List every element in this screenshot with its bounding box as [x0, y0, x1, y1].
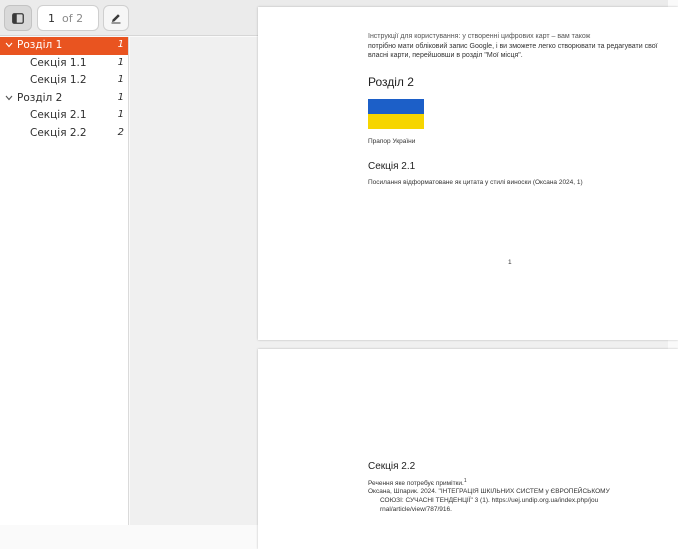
outline-item-page: 2	[117, 126, 124, 138]
flag-blue-stripe	[368, 99, 424, 114]
outline-item-rozdil-2[interactable]	[0, 90, 128, 108]
footnote-marker[interactable]: 1	[463, 478, 467, 484]
subsection-heading: Секція 2.1	[368, 161, 416, 172]
page-text-cut-line: Інструкції для користування: у створенні цифрових карт – вам також	[368, 33, 591, 40]
outline-item-page: 1	[117, 91, 124, 103]
footnote-reference-line: Оксана, Шпарик. 2024. "ІНТЕГРАЦІЯ ШКІЛЬНИХ СИСТЕМ у ЄВРОПЕЙСЬКОМУ	[368, 488, 610, 495]
outline-item-sektsiya-2-1[interactable]	[0, 107, 128, 125]
outline-item-label: Секція 2.1	[30, 109, 87, 121]
outline-item-page: 1	[117, 56, 124, 68]
pdf-page-2	[258, 349, 678, 549]
annotate-button[interactable]	[103, 5, 129, 31]
page-total-label: of 2	[62, 11, 84, 25]
page-number: 1	[508, 259, 512, 266]
document-view[interactable]	[130, 33, 668, 525]
outline-sidebar	[0, 37, 129, 525]
outline-item-sektsiya-2-2[interactable]	[0, 125, 128, 143]
outline-item-label: Розділ 2	[17, 91, 63, 104]
pencil-icon	[110, 9, 122, 28]
outline-item-label: Секція 1.1	[30, 56, 87, 69]
outline-item-label: Секція 1.2	[30, 74, 87, 86]
outline-item-page: 1	[117, 39, 124, 50]
page-paragraph: Посилання відформатоване як цитата у стилі виноски (Оксана 2024, 1)	[368, 179, 583, 186]
page-number-field[interactable]	[37, 5, 99, 31]
sentence-text: Речення яке потребує примітки.	[368, 480, 464, 488]
outline-item-sektsiya-1-1[interactable]	[0, 55, 128, 73]
page-current-input[interactable]: 1	[48, 11, 55, 25]
footnote-reference-line: rnal/article/view/787/916.	[380, 506, 452, 513]
chevron-down-icon[interactable]	[4, 39, 14, 51]
subsection-heading: Секція 2.2	[368, 461, 416, 472]
pdf-page-1	[258, 7, 678, 340]
outline-item-sektsiya-1-2[interactable]	[0, 72, 128, 90]
outline-item-page: 1	[117, 74, 124, 85]
outline-item-label: Розділ 1	[17, 39, 63, 51]
ukraine-flag-image	[368, 99, 424, 129]
sidebar-toggle-button[interactable]	[4, 5, 32, 31]
page-paragraph	[368, 478, 467, 487]
figure-caption: Прапор України	[368, 138, 416, 145]
chevron-down-icon[interactable]	[4, 92, 14, 104]
page-paragraph: потрібно мати обліковий запис Google, і ви зможете легко створювати та редагувати свої власні карти, перейшовши в розділ "Мої місця".	[368, 43, 658, 59]
sidebar-icon	[12, 9, 24, 28]
outline-item-rozdil-1[interactable]	[0, 37, 128, 55]
section-heading: Розділ 2	[368, 75, 414, 89]
outline-item-label: Секція 2.2	[30, 126, 87, 139]
flag-yellow-stripe	[368, 114, 424, 129]
footnote-reference-line: СОЮЗІ: СУЧАСНІ ТЕНДЕНЦІЇ" 3 (1). https://uej.undip.org.ua/index.php/jou	[380, 497, 599, 504]
outline-item-page: 1	[117, 109, 124, 120]
